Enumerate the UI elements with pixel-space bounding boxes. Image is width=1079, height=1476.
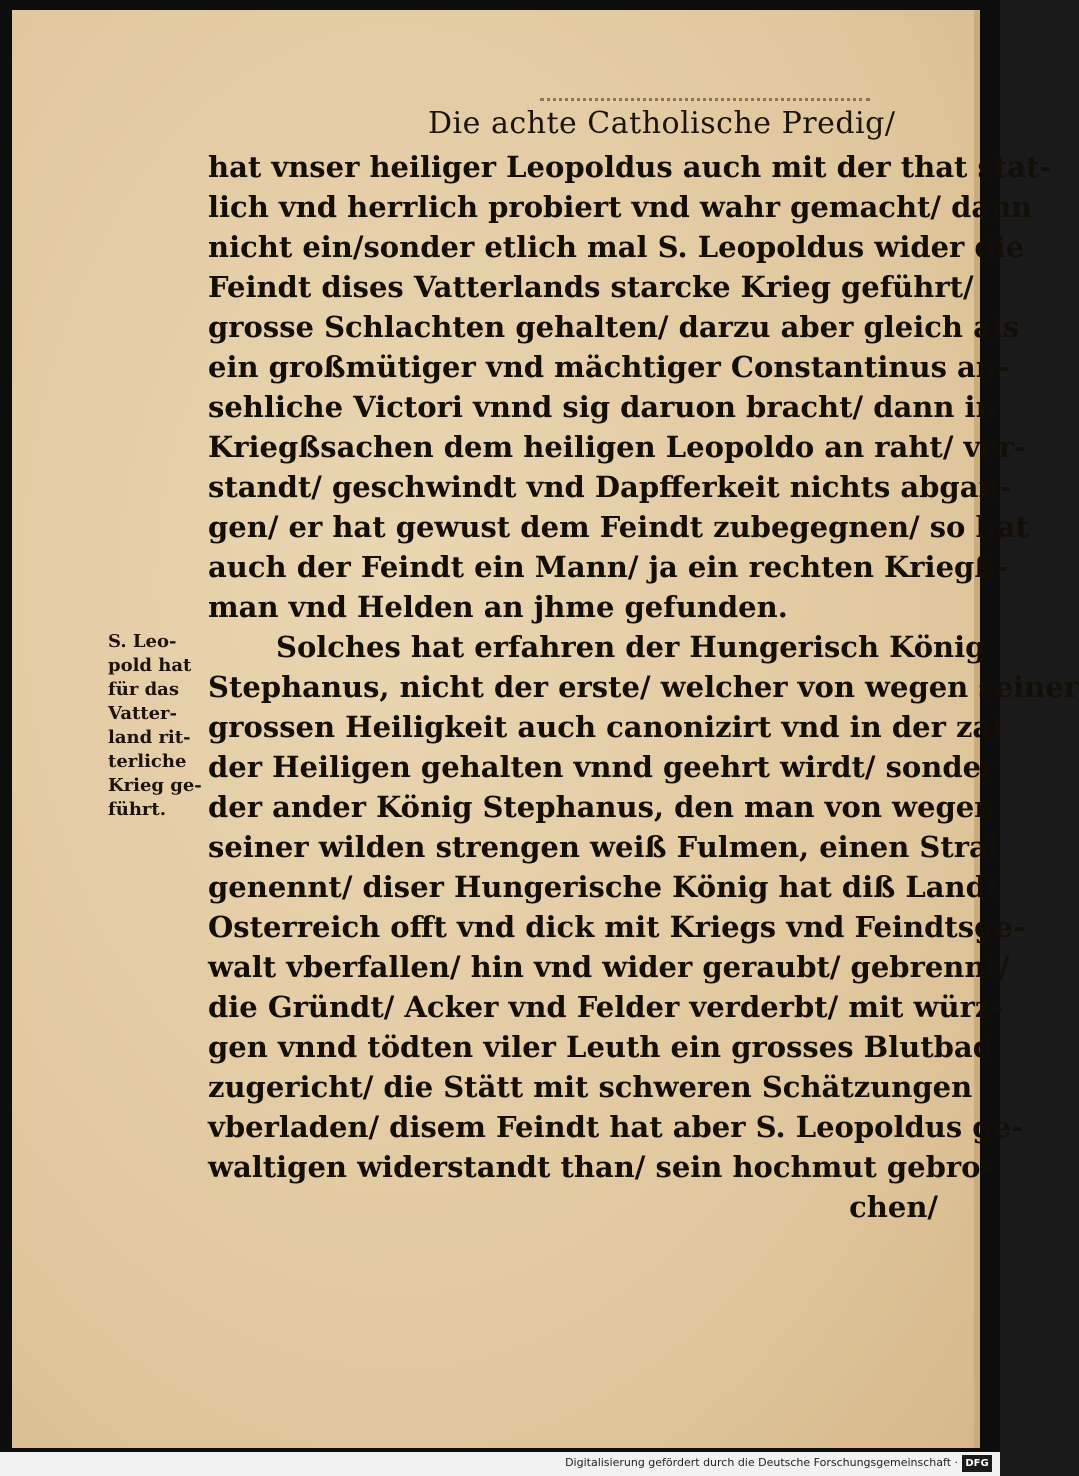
body-line: ein großmütiger vnd mächtiger Constantinus an-	[208, 350, 1009, 384]
body-line: walt vberfallen/ hin vnd wider geraubt/ gebrennt/	[208, 950, 1010, 984]
body-line-paragraph-start: Solches hat erfahren der Hungerisch König	[276, 630, 986, 664]
body-line: nicht ein/sonder etlich mal S. Leopoldus wider die	[208, 230, 1025, 264]
body-line: Osterreich offt vnd dick mit Kriegs vnd Feindtsge-	[208, 910, 1025, 944]
body-line: waltigen widerstandt than/ sein hochmut gebro-	[208, 1150, 993, 1184]
body-line: der ander König Stephanus, den man von wegen	[208, 790, 996, 824]
body-line: hat vnser heiliger Leopoldus auch mit der that stat-	[208, 150, 1052, 184]
marginal-line: führt.	[108, 799, 166, 820]
footer-credit: Digitalisierung gefördert durch die Deutsche Forschungsgemeinschaft ·	[565, 1456, 958, 1469]
marginal-line: für das	[108, 679, 179, 700]
running-head: Die achte Catholische Predig/	[428, 106, 896, 141]
marginal-line: land rit-	[108, 727, 191, 748]
body-line: Feindt dises Vatterlands starcke Krieg geführt/	[208, 270, 974, 304]
body-line: Stephanus, nicht der erste/ welcher von wegen seiner	[208, 670, 1079, 704]
body-line: man vnd Helden an jhme gefunden.	[208, 590, 788, 624]
body-line-final: chen/	[849, 1190, 938, 1224]
dfg-logo-icon: DFG	[962, 1455, 992, 1472]
body-line: seiner wilden strengen weiß Fulmen, einen Stral	[208, 830, 999, 864]
body-line: Kriegßsachen dem heiligen Leopoldo an raht/ ver-	[208, 430, 1027, 464]
body-line: genennt/ diser Hungerische König hat diß Landt	[208, 870, 1000, 904]
digitization-footer	[0, 1452, 1000, 1476]
body-line: die Gründt/ Acker vnd Felder verderbt/ mit würz-	[208, 990, 1004, 1024]
body-line: gen vnnd tödten viler Leuth ein grosses Blutbad	[208, 1030, 993, 1064]
body-line: lich vnd herrlich probiert vnd wahr gemacht/ dann	[208, 190, 1033, 224]
marginal-line: S. Leo-	[108, 631, 177, 652]
marginal-line: terliche	[108, 751, 187, 772]
marginal-line: Krieg ge-	[108, 775, 202, 796]
marginal-line: Vatter-	[108, 703, 178, 724]
body-line: gen/ er hat gewust dem Feindt zubegegnen/ so hat	[208, 510, 1029, 544]
body-line: sehliche Victori vnnd sig daruon bracht/ dann in	[208, 390, 997, 424]
body-line: grossen Heiligkeit auch canonizirt vnd in der zal	[208, 710, 1003, 744]
body-line: auch der Feindt ein Mann/ ja ein rechten Kriegß-	[208, 550, 1009, 584]
body-line: vberladen/ disem Feindt hat aber S. Leopoldus ge-	[208, 1110, 1024, 1144]
body-line: grosse Schlachten gehalten/ darzu aber gleich als	[208, 310, 1020, 344]
body-text	[208, 147, 1079, 1227]
body-line: der Heiligen gehalten vnnd geehrt wirdt/ sonder	[208, 750, 997, 784]
body-line: zugericht/ die Stätt mit schweren Schätzungen	[208, 1070, 973, 1104]
marginal-line: pold hat	[108, 655, 192, 676]
marginal-note	[108, 630, 220, 822]
body-line: standt/ geschwindt vnd Dapfferkeit nichts abgan-	[208, 470, 1012, 504]
